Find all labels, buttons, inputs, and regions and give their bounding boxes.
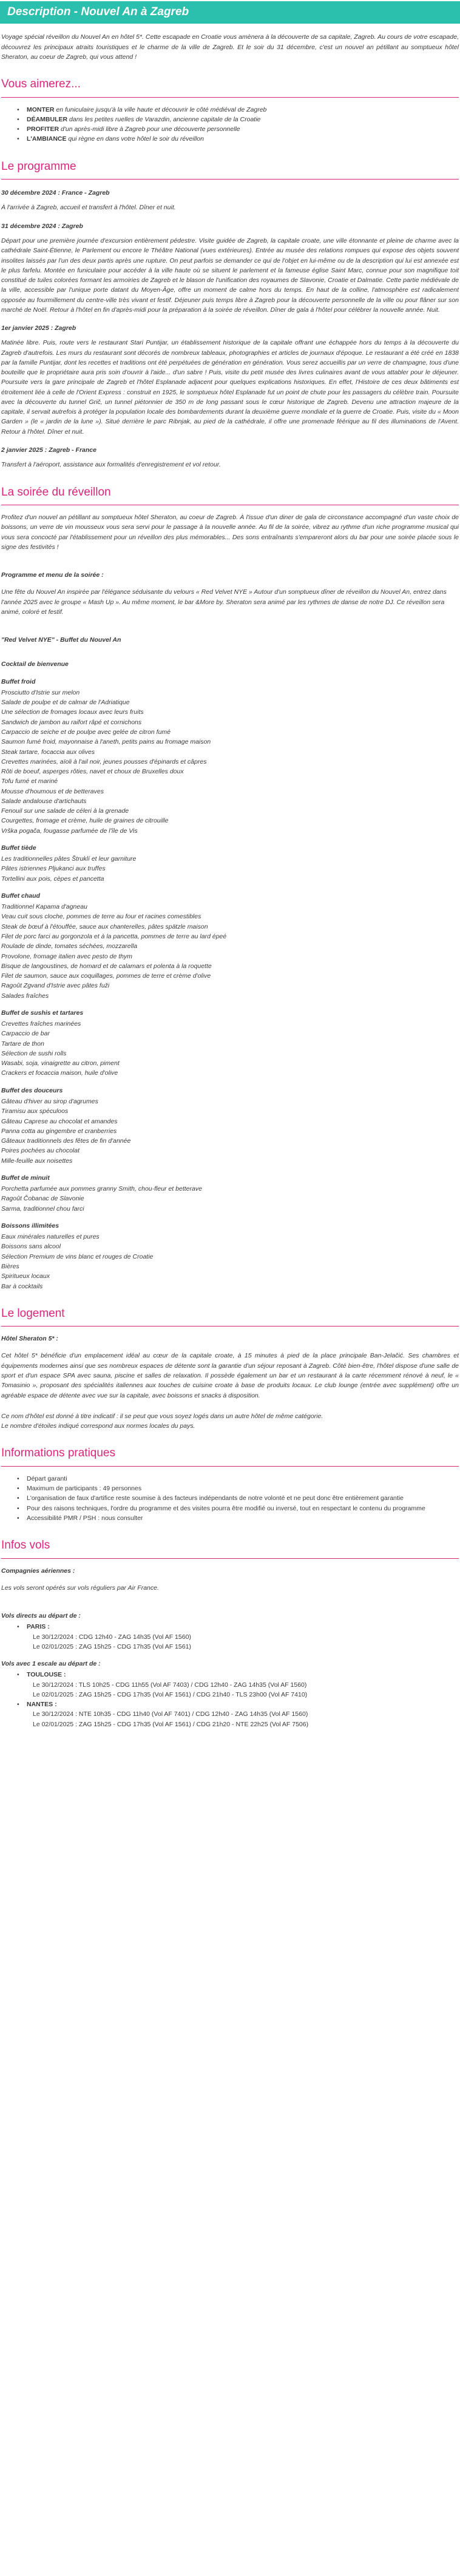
day-title: 1er janvier 2025 : Zagreb xyxy=(1,325,76,332)
direct-flights-label: Vols directs au départ de : xyxy=(1,1612,81,1620)
menu-item: Spiritueux locaux xyxy=(1,1273,50,1280)
menu-item: Salade andalouse d'artichauts xyxy=(1,797,87,805)
menu-section-title: Buffet de sushis et tartares xyxy=(1,1009,84,1017)
highlight-text: dans les petites ruelles de Varazdin, ancienne capitale de la Croatie xyxy=(67,115,261,123)
menu-item: Filet de saumon, sauce aux coquillages, pommes de terre et crème d'olive xyxy=(1,972,211,980)
highlight-text: en funiculaire jusqu'à la ville haute et découvrir le côté médiéval de Zagreb xyxy=(54,106,267,113)
menu-item: Saumon fumé froid, mayonnaise à l'aneth, petits pains au fromage maison xyxy=(1,738,211,746)
menu-item: Carpaccio de bar xyxy=(1,1030,50,1038)
menu-item: Mousse d'houmous et de betteraves xyxy=(1,787,104,795)
highlight-keyword: DÉAMBULER xyxy=(27,115,68,123)
menu-item: Bières xyxy=(1,1262,19,1270)
menu-item: Carpaccio de seiche et de poulpe avec gelée de citron fumé xyxy=(1,728,171,736)
menu-item: Pâtes istriennes Pljukanci aux truffes xyxy=(1,865,106,873)
menu-item: Prosciutto d'Istrie sur melon xyxy=(1,688,80,696)
menu-item: Sandwich de jambon au raifort râpé et cornichons xyxy=(1,718,142,726)
menu-item: Sélection Premium de vins blanc et rouges de Croatie xyxy=(1,1253,154,1260)
highlight-keyword: PROFITER xyxy=(27,126,59,133)
menu-item: Les traditionnelles pâtes Štruklí et leur garniture xyxy=(1,855,137,863)
practical-item: • L'organisation de faux d'artifice reste soumise à des facteurs indépendants de notre volonté et ne peut donc être entièrement garantie xyxy=(24,1493,459,1503)
menu-section-title: Buffet des douceurs xyxy=(1,1086,63,1094)
menu-item: Tofu fumé et mariné xyxy=(1,778,58,785)
menu-sections xyxy=(1,677,459,1291)
practical-list xyxy=(24,1474,459,1523)
flight-row: Le 30/12/2024 : TLS 10h25 - CDG 11h55 (Vol AF 7403) / CDG 12h40 - ZAG 14h35 (Vol AF 1560) xyxy=(33,1681,307,1689)
practical-item: • Pour des raisons techniques, l'ordre du programme et des visites pourra être modifié ou inversé, tout en respectant le contenu du programme xyxy=(24,1504,459,1513)
menu-item: Wasabi, soja, vinaigrette au citron, piment xyxy=(1,1060,120,1068)
menu-item: Courgettes, fromage et crème, huile de graines de citrouille xyxy=(1,817,169,825)
day-text: Transfert à l'aéroport, assistance aux formalités d'enregistrement et vol retour. xyxy=(1,461,221,469)
menu-item: Salades fraîches xyxy=(1,992,49,1000)
menu-item: Provolone, fromage italien avec pesto de thym xyxy=(1,952,132,960)
airlines-text: Les vols seront opérés sur vols réguliers par Air France. xyxy=(1,1584,159,1592)
menu-item: Ragoût Zgvand d'Istrie avec pâtes fuži xyxy=(1,982,110,990)
menu-item: Gâteau d'hiver au sirop d'agrumes xyxy=(1,1098,98,1105)
menu-item: Rôti de boeuf, asperges rôties, navet et choux de Bruxelles doux xyxy=(1,768,184,776)
menu-section-title: Buffet de minuit xyxy=(1,1174,50,1182)
flight-row: Le 30/12/2024 : NTE 10h35 - CDG 11h40 (Vol AF 7401) / CDG 12h40 - ZAG 14h35 (Vol AF 1560) xyxy=(33,1710,308,1718)
highlights-title: Vous aimerez... xyxy=(1,78,81,91)
highlight-keyword: L'AMBIANCE xyxy=(27,135,67,143)
direct-flights xyxy=(1,1622,459,1652)
menu-section-title: Boissons illimitées xyxy=(1,1222,59,1229)
menu-item: Poires pochées au chocolat xyxy=(1,1147,79,1155)
program-title: Le programme xyxy=(1,160,76,173)
menu-item: Mille-feuille aux noisettes xyxy=(1,1157,73,1165)
highlight-item xyxy=(24,115,459,124)
menu-item: Salade de poulpe et de calmar de l'Adriatique xyxy=(1,699,130,707)
menu-item: Gâteau Caprese au chocolat et amandes xyxy=(1,1117,118,1125)
highlights-divider xyxy=(1,97,459,98)
menu-item: Panna cotta au gingembre et cranberries xyxy=(1,1127,117,1135)
practical-title: Informations pratiques xyxy=(1,1447,115,1460)
practical-item: • Accessibilité PMR / PSH : nous consulter xyxy=(24,1513,459,1523)
hotel-note-2: Le nombre d'étoiles indiqué correspond aux normes locales du pays. xyxy=(1,1422,195,1430)
hotel-description: Cet hôtel 5* bénéficie d'un emplacement idéal au cœur de la capitale croate, à 15 minutes à pied de la place principale Ban-Jelačić. Ses chambres et équipements modernes ainsi que ses nombreux espaces de détente sont la garantie d'un séjour reposant à Zagreb. Côté bien-être, l'hôtel dispose d'une salle de sport et d'un espace SPA avec sauna, piscine et salles de relaxation. Il possède également un bar et un restaurant à la carte récemment rénové à neuf, le « Tomasinio », proposant des spécialités italiennes aux touches de cuisine croate à base de produits locaux. Le club lounge (entrée avec supplément) offre un agréable espace de détente avec vue sur la capitale, avec boissons et snacks à disposition. xyxy=(1,1352,459,1399)
menu-item: Sarma, traditionnel chou farci xyxy=(1,1205,84,1212)
page xyxy=(0,1,460,1754)
menu-section-title: Buffet froid xyxy=(1,678,36,685)
menu-item: Crevettes marinées, aïoli à l'ail noir, jeunes pousses d'épinards et câpres xyxy=(1,758,207,765)
menu-item: Boissons sans alcool xyxy=(1,1243,61,1251)
menu-item: Tortellini aux pois, cèpes et pancetta xyxy=(1,875,104,883)
menu-item: Crackers et focaccia maison, huile d'olive xyxy=(1,1069,118,1077)
flight-group xyxy=(16,1670,459,1729)
day-title: 30 décembre 2024 : France - Zagreb xyxy=(1,189,110,197)
menu-item: Porchetta parfumée aux pommes granny Smith, chou-fleur et betterave xyxy=(1,1185,202,1193)
day-text: À l'arrivée à Zagreb, accueil et transfert à l'hôtel. Dîner et nuit. xyxy=(1,204,176,212)
highlight-item xyxy=(24,124,459,134)
menu-item: Steak tartare, focaccia aux olives xyxy=(1,748,95,756)
highlight-text: qui règne en dans votre hôtel le soir du réveillon xyxy=(66,135,204,143)
buffet-title: "Red Velvet NYE" - Buffet du Nouvel An xyxy=(1,636,121,644)
highlight-item xyxy=(24,134,459,144)
menu-title: Programme et menu de la soirée : xyxy=(1,571,104,579)
flight-city-list xyxy=(24,1622,459,1652)
menu-item: Traditionnel Kapama d'agneau xyxy=(1,903,87,911)
highlight-keyword: MONTER xyxy=(27,106,55,113)
menu-item: Sélection de sushi rolls xyxy=(1,1049,67,1057)
flight-row: Le 02/01/2025 : ZAG 15h25 - CDG 17h35 (Vol AF 1561) / CDG 21h20 - NTE 22h25 (Vol AF 7506) xyxy=(33,1720,309,1728)
menu-section-title: Buffet tiède xyxy=(1,844,36,852)
intro-text: Voyage spécial réveillon du Nouvel An en hôtel 5*. Cette escapade en Croatie vous amènera à la découverte de sa capitale, Zagreb. Au cours de votre escapade, découvrez les principaux atraits touristiques et le charme de la ville de Zagreb. Et le soir du 31 décembre, c'est un nouvel an pétillant au somptueux hôtel Sheraton, au coeur de Zagreb, qui vous attend ! xyxy=(1,33,459,61)
airlines-label: Compagnies aériennes : xyxy=(1,1567,75,1575)
reveillon-intro: Profitez d'un nouvel an pétillant au somptueux hôtel Sheraton, au coeur de Zagreb. À l'issue d'un diner de gala de circonstance accompagné d'un vaste choix de boissons, un verre de vin mousseux vous sera servi pour le passage à la nouvelle année. Au fil de la soirée, vibrez au rythme d'un riche programme musical qui vous sera concocté par l'établissement pour un réveillon des plus mémorables... Des sons entraînants s'empareront alors du bar pour une soirée placée sous le signe des festivités ! xyxy=(1,513,459,551)
content xyxy=(0,32,460,1729)
menu-item: Tartare de thon xyxy=(1,1040,44,1048)
menu-intro: Une fête du Nouvel An inspirée par l'élégance séduisante du velours « Red Velvet NYE » Autour d'un somptueux dîner de réveillon du Nouvel An, entrez dans l'année 2025 avec le groupe « Mash Up ». Au même moment, le bar &More by. Sheraton sera animé par les rythmes de danse de notre DJ. Ce réveillon sera animé, coloré et festif. xyxy=(1,588,447,616)
day-text: Départ pour une première journée d'excursion entièrement pédestre. Visite guidée de Zagreb, la capitale croate, une ville étonnante et pleine de charme avec la cathédrale Saint-Étienne, le Parlement ou encore le Théâtre National (vues extérieures). Entrée au musée des relations rompues qui expose des objets souvent insolites laissés par l'un des deux partis après une rupture. On peut parfois se demander ce qui de l'objet en lui-même ou de la description qui lui est annexée est le plus farfelu. Montée en funiculaire pour accéder à la ville haute où se situent le parlement et la fameuse église Saint Marc, connue pour son magnifique toit constitué de tuiles colorées formant les armoiries de Zagreb et le blason de l'unification des royaumes de Slavonie, Croatie et Dalmatie. Cette partie médiévale de la ville, accessible par l'unique porte datant du Moyen-Âge, offre un moment de calme hors du temps. En haut de la colline, l'atmosphère est radicalement opposée au fourmillement du centre-ville très vivant et festif. Déjeuner puis temps libre à Zagreb pour la découverte personnelle de la ville ou pour flâner sur son marché de Noël. Retour à l'hôtel en fin d'après-midi pour la préparation à la soirée de réveillon. Dîner de gala à l'hôtel pour célébrer la nouvelle année. Nuit. xyxy=(1,237,459,314)
highlight-text: d'un après-midi libre à Zagreb pour une découverte personnelle xyxy=(59,126,240,133)
menu-item: Tiramisu aux spéculoos xyxy=(1,1108,69,1115)
hotel-name: Hôtel Sheraton 5* : xyxy=(1,1335,58,1343)
program-days xyxy=(1,188,459,469)
flights-divider xyxy=(1,1558,459,1559)
menu-item: Vrška pogača, fougasse parfumée de l'île de Vis xyxy=(1,827,138,835)
menu-item: Eaux minérales naturelles et pures xyxy=(1,1233,100,1241)
flight-city: • TOULOUSE : xyxy=(27,1671,66,1679)
cocktail-title: Cocktail de bienvenue xyxy=(1,661,69,668)
reveillon-title: La soirée du réveillon xyxy=(1,485,111,499)
menu-item: Fenouil sur une salade de céleri à la grenade xyxy=(1,807,129,815)
day-text: Matinée libre. Puis, route vers le restaurant Stari Puntijar, un établissement historique de la capitale offrant une échappée hors du temps à la découverte du Zagreb d'autrefois. Les murs du restaurant sont décorés de nombreux tableaux, photographies et articles de journaux d'époque. Le restaurant a été créé en 1838 par la famille Puntijar, dont les recettes et traditions ont été perpétuées de génération en génération. Vous serez accueillis par un verre de champagne, tous d'une bouteille que le propriétaire aura pris soin d'ouvrir à l'aide... d'un sabre ! Puis, visite du petit musée des livres culinaires avant de vous attabler pour le déjeuner. Poursuite vers la gare principale de Zagreb et l'hôtel Esplanade adjacent pour quelques explications historiques. En effet, l'Histoire de ces deux bâtiments est étroitement liée à celle de l'Orient Express : construit en 1925, le somptueux hôtel Esplanade fut un point de chute pour les passagers du célèbre train. Poursuite avec la découverte du tunnel Grič, un tunnel piétonnier de 350 m de long passant sous le cœur historique de Zagreb. Devenu une attraction majeure de la capitale, il servait autrefois à protéger la population locale des bombardements durant la deuxième guerre mondiale et la guerre de Croatie. Puis, visite du « Moon Garden » (le « jardin de la lune »). Situé derrière le parc Ribnjak, au pied de la cathédrale, il offre une promenade féérique au fil des illuminations de l'Avent. Retour à l'hôtel. Dîner et nuit. xyxy=(1,339,459,435)
description-banner: Description - Nouvel An à Zagreb xyxy=(0,1,460,24)
highlight-item xyxy=(24,105,459,115)
flight-city-item xyxy=(24,1700,459,1729)
highlights-list xyxy=(24,105,459,144)
program-divider xyxy=(1,179,459,180)
day-title: 2 janvier 2025 : Zagreb - France xyxy=(1,446,96,454)
flight-city: • PARIS : xyxy=(27,1623,50,1631)
flights-title: Infos vols xyxy=(1,1539,50,1552)
menu-item: Veau cuit sous cloche, pommes de terre au four et racines comestibles xyxy=(1,913,201,921)
flight-city-list xyxy=(24,1670,459,1729)
flight-row: Le 02/01/2025 : ZAG 15h25 - CDG 17h35 (Vol AF 1561) xyxy=(33,1643,191,1650)
menu-item: Gâteaux traditionnels des fêtes de fin d'année xyxy=(1,1137,131,1145)
flight-city-item xyxy=(24,1670,459,1700)
menu-item: Bisque de langoustines, de homard et de calamars et polenta à la roquette xyxy=(1,962,212,970)
menu-item: Ragoût Čobanac de Slavonie xyxy=(1,1195,84,1203)
stop-flights xyxy=(1,1670,459,1729)
flight-row: Le 30/12/2024 : CDG 12h40 - ZAG 14h35 (Vol AF 1560) xyxy=(33,1633,191,1641)
menu-item: Bar à cocktails xyxy=(1,1282,43,1290)
menu-item: Crevettes fraîches marinées xyxy=(1,1020,81,1028)
flight-city: • NANTES : xyxy=(27,1701,57,1709)
hotel-note-1: Ce nom d'hôtel est donné à titre indicatif : il se peut que vous soyez logés dans un autre hôtel de même catégorie. xyxy=(1,1412,323,1420)
menu-item: Roulade de dinde, tomates séchées, mozzarella xyxy=(1,943,138,950)
flight-group xyxy=(16,1622,459,1652)
day-title: 31 décembre 2024 : Zagreb xyxy=(1,222,83,230)
menu-item: Une sélection de fromages locaux avec leurs fruits xyxy=(1,708,144,716)
flight-city-item xyxy=(24,1622,459,1652)
lodging-divider xyxy=(1,1326,459,1327)
menu-section-title: Buffet chaud xyxy=(1,892,40,900)
lodging-title: Le logement xyxy=(1,1306,65,1320)
practical-item: • Maximum de participants : 49 personnes xyxy=(24,1484,459,1493)
practical-divider xyxy=(1,1466,459,1467)
flight-row: Le 02/01/2025 : ZAG 15h25 - CDG 17h35 (Vol AF 1561) / CDG 21h40 - TLS 23h00 (Vol AF 7410) xyxy=(33,1690,308,1698)
menu-item: Steak de bœuf à l'étouffée, sauce aux chanterelles, pâtes spätzle maison xyxy=(1,923,208,930)
practical-item: • Départ garanti xyxy=(24,1474,459,1484)
stop-flights-label: Vols avec 1 escale au départ de : xyxy=(1,1660,101,1668)
menu-item: Filet de porc farci au gorgonzola et à la pancetta, pommes de terre au lard épeé xyxy=(1,933,227,941)
